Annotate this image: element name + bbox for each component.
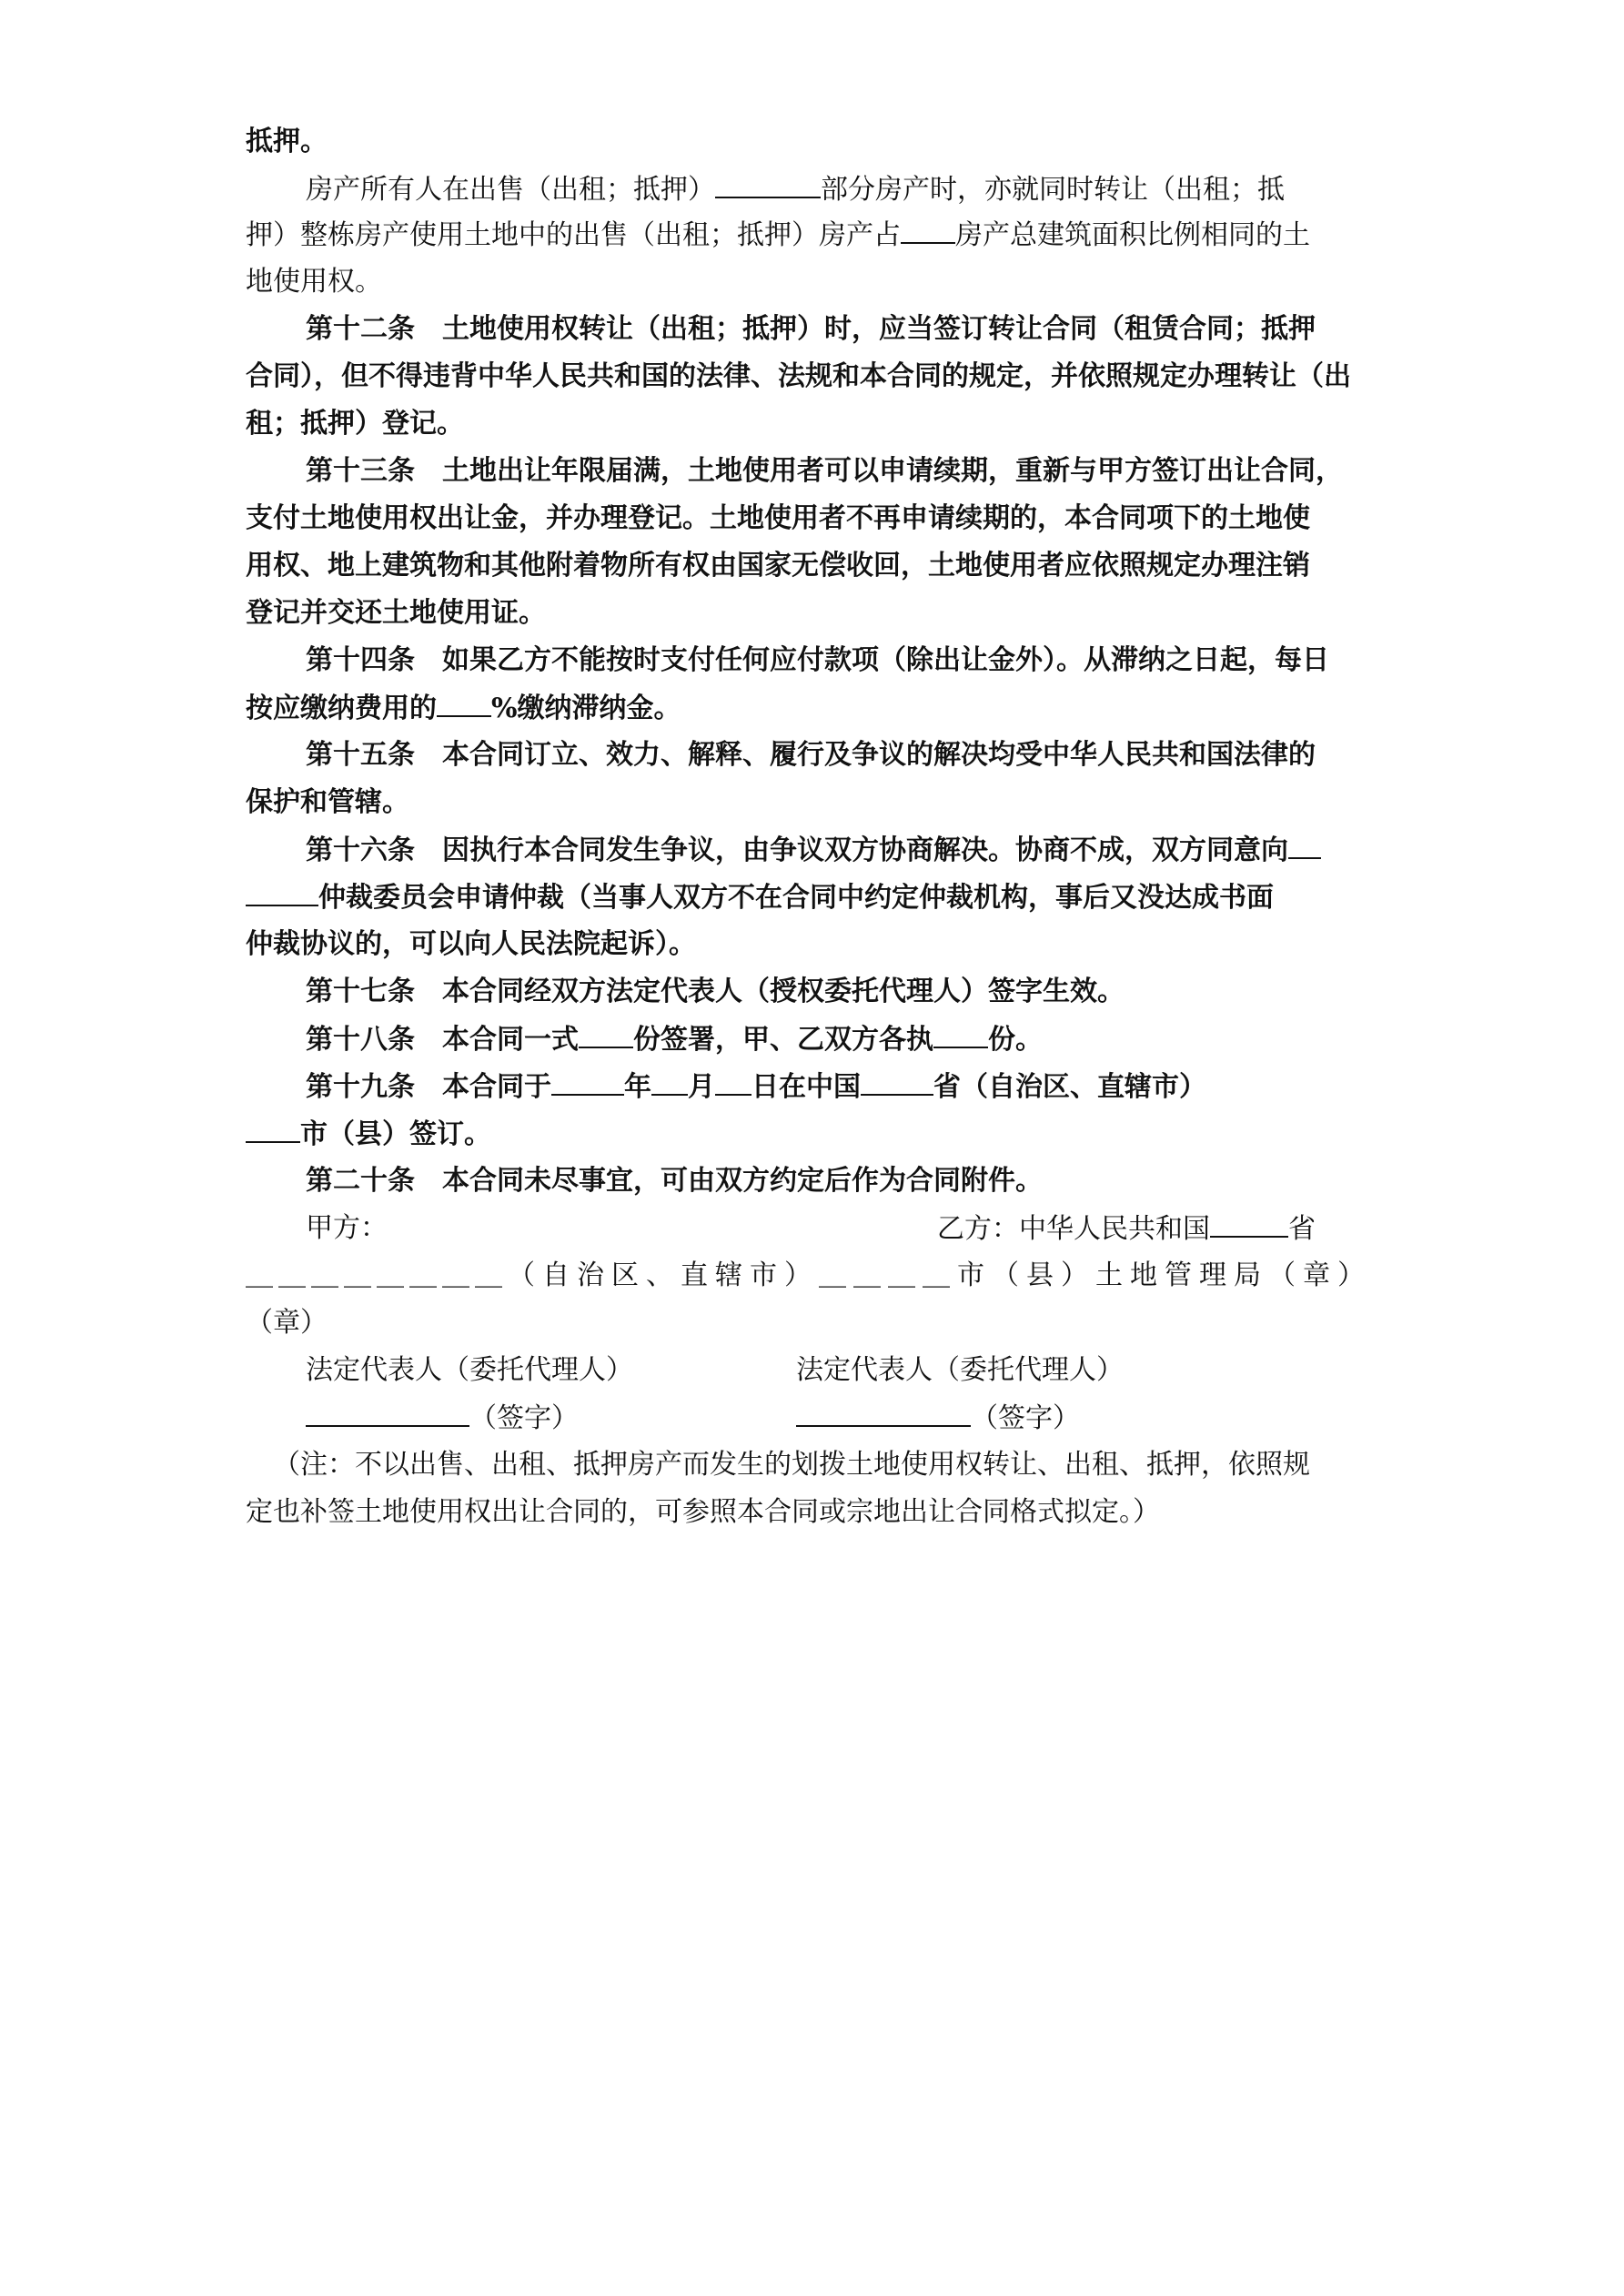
signature-field[interactable]	[796, 1400, 971, 1427]
text: 市（县）土地管理局（章）	[957, 1259, 1372, 1291]
article-16-line: 仲裁协议的，可以向人民法院起诉）。	[246, 928, 696, 960]
region-line	[246, 1258, 1372, 1294]
text: 省	[1288, 1213, 1316, 1245]
article-12-line: 合同），但不得违背中华人民共和国的法律、法规和本合同的规定，并依照规定办理转让（出	[246, 360, 1351, 392]
text: 份。	[988, 1024, 1043, 1056]
article-14-line	[246, 690, 681, 727]
article-17-line: 第十七条 本合同经双方法定代表人（授权委托代理人）签字生效。	[306, 976, 1125, 1007]
blank-field	[579, 1021, 633, 1048]
blank-field	[861, 1068, 933, 1096]
blank-field	[551, 1068, 624, 1096]
rep-a-label: 法定代表人（委托代理人）	[306, 1354, 633, 1386]
blank-field	[715, 171, 821, 198]
dashed-blank: ＿＿＿＿	[819, 1259, 957, 1291]
sign-a-line	[306, 1400, 579, 1437]
text: 房产总建筑面积比例相同的土	[955, 219, 1310, 251]
article-13-line: 第十三条 土地出让年限届满，土地使用者可以申请续期，重新与甲方签订出让合同，	[306, 455, 1343, 487]
blank-field	[901, 217, 955, 244]
rep-b-label: 法定代表人（委托代理人）	[796, 1354, 1124, 1386]
blank-field	[437, 690, 491, 717]
text-line: 抵押。	[246, 126, 328, 157]
article-14-line: 第十四条 如果乙方不能按时支付任何应付款项（除出让金外）。从滞纳之日起，每日	[306, 644, 1329, 676]
text: 年	[624, 1071, 651, 1103]
blank-field	[246, 879, 318, 906]
article-19-line	[306, 1068, 1206, 1106]
text: 押）整栋房产使用土地中的出售（出租；抵押）房产占	[246, 219, 901, 251]
article-15-line: 第十五条 本合同订立、效力、解释、履行及争议的解决均受中华人民共和国法律的	[306, 739, 1316, 771]
paragraph-line	[306, 171, 1285, 208]
article-12-line: 租；抵押）登记。	[246, 408, 464, 440]
text: 市（县）签订。	[300, 1118, 491, 1150]
blank-field	[246, 1116, 300, 1143]
signature-field[interactable]	[306, 1400, 469, 1427]
text: 第十六条 因执行本合同发生争议，由争议双方协商解决。协商不成，双方同意向	[306, 834, 1288, 866]
article-19-line	[246, 1116, 491, 1153]
party-a-label: 甲方：	[306, 1212, 388, 1244]
text: 份签署，甲、乙双方各执	[633, 1024, 933, 1056]
sign-b-line	[796, 1400, 1080, 1437]
article-15-line: 保护和管辖。	[246, 786, 409, 818]
text: 房产所有人在出售（出租；抵押）	[306, 174, 715, 206]
seal-label: （章）	[246, 1307, 328, 1339]
article-12-line: 第十二条 土地使用权转让（出租；抵押）时，应当签订转让合同（租赁合同；抵押	[306, 313, 1316, 345]
blank-field	[1210, 1210, 1288, 1238]
blank-field	[715, 1068, 751, 1096]
text: （签字）	[469, 1402, 579, 1434]
text: 月	[688, 1071, 715, 1103]
text: 乙方：中华人民共和国	[937, 1213, 1210, 1245]
text: 省（自治区、直辖市）	[933, 1071, 1206, 1103]
text: 日在中国	[751, 1071, 861, 1103]
blank-field	[1288, 832, 1321, 859]
party-b-line	[937, 1210, 1316, 1248]
blank-field	[651, 1068, 688, 1096]
text: 按应缴纳费用的	[246, 693, 437, 724]
text: 仲裁委员会申请仲裁（当事人双方不在合同中约定仲裁机构，事后又没达成书面	[318, 882, 1274, 914]
note-line: 定也补签土地使用权出让合同的，可参照本合同或宗地出让合同格式拟定。）	[246, 1496, 1160, 1528]
dashed-blank: ＿＿＿＿＿＿＿＿	[246, 1259, 508, 1291]
article-18-line	[306, 1021, 1043, 1058]
article-13-line: 登记并交还土地使用证。	[246, 597, 546, 629]
text: 第十九条 本合同于	[306, 1071, 551, 1103]
article-20-line: 第二十条 本合同未尽事宜，可由双方约定后作为合同附件。	[306, 1165, 1043, 1197]
text: %缴纳滞纳金。	[491, 693, 681, 724]
article-13-line: 支付土地使用权出让金，并办理登记。土地使用者不再申请续期的，本合同项下的土地使	[246, 502, 1310, 534]
blank-field	[933, 1021, 988, 1048]
text: （自治区、直辖市）	[508, 1259, 819, 1291]
paragraph-line	[246, 217, 1310, 254]
article-16-line	[306, 832, 1321, 869]
article-13-line: 用权、地上建筑物和其他附着物所有权由国家无偿收回，土地使用者应依照规定办理注销	[246, 550, 1310, 582]
text: 部分房产时，亦就同时转让（出租；抵	[821, 174, 1285, 206]
note-line: （注：不以出售、出租、抵押房产而发生的划拨土地使用权转让、出租、抵押，依照规	[273, 1449, 1310, 1481]
article-16-line	[246, 879, 1274, 916]
text: 第十八条 本合同一式	[306, 1024, 579, 1056]
text: （签字）	[971, 1402, 1080, 1434]
text-line: 地使用权。	[246, 266, 382, 298]
